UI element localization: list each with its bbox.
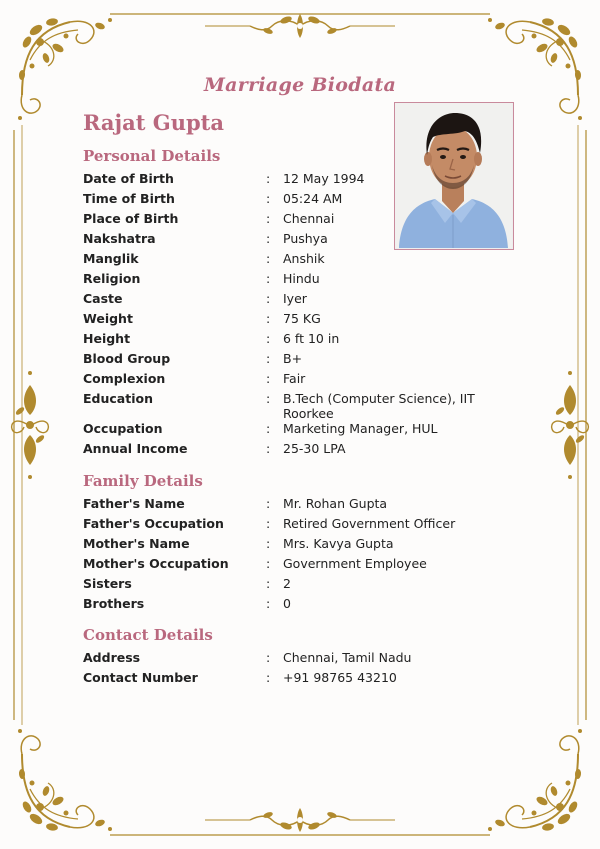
detail-value: Anshik xyxy=(283,251,325,266)
detail-label: Date of Birth xyxy=(83,171,174,186)
detail-value: 2 xyxy=(283,576,291,591)
detail-label: Occupation xyxy=(83,421,163,436)
detail-label: Place of Birth xyxy=(83,211,179,226)
detail-value: 25-30 LPA xyxy=(283,441,346,456)
detail-value: 75 KG xyxy=(283,311,321,326)
separator-colon: : xyxy=(266,516,271,531)
separator-colon: : xyxy=(266,271,271,286)
detail-label: Nakshatra xyxy=(83,231,156,246)
detail-label: Sisters xyxy=(83,576,132,591)
detail-label: Mother's Name xyxy=(83,536,190,551)
separator-colon: : xyxy=(266,291,271,306)
separator-colon: : xyxy=(266,421,271,436)
detail-label: Manglik xyxy=(83,251,139,266)
separator-colon: : xyxy=(266,391,271,406)
separator-colon: : xyxy=(266,231,271,246)
detail-label: Caste xyxy=(83,291,123,306)
separator-colon: : xyxy=(266,211,271,226)
detail-label: Father's Name xyxy=(83,496,185,511)
separator-colon: : xyxy=(266,191,271,206)
separator-colon: : xyxy=(266,171,271,186)
separator-colon: : xyxy=(266,536,271,551)
detail-value: 0 xyxy=(283,596,291,611)
detail-label: Education xyxy=(83,391,153,406)
separator-colon: : xyxy=(266,311,271,326)
detail-label: Address xyxy=(83,650,141,665)
separator-colon: : xyxy=(266,351,271,366)
separator-colon: : xyxy=(266,576,271,591)
detail-label: Brothers xyxy=(83,596,145,611)
detail-value: Marketing Manager, HUL xyxy=(283,421,438,436)
separator-colon: : xyxy=(266,331,271,346)
separator-colon: : xyxy=(266,596,271,611)
detail-label: Time of Birth xyxy=(83,191,175,206)
detail-value: Hindu xyxy=(283,271,320,286)
detail-value: 6 ft 10 in xyxy=(283,331,340,346)
separator-colon: : xyxy=(266,251,271,266)
detail-value: B.Tech (Computer Science), IIT Roorkee xyxy=(283,391,475,421)
detail-label: Annual Income xyxy=(83,441,188,456)
detail-value: B+ xyxy=(283,351,303,366)
separator-colon: : xyxy=(266,496,271,511)
section-heading: Family Details xyxy=(83,472,203,490)
detail-value: Iyer xyxy=(283,291,307,306)
detail-value: Chennai, Tamil Nadu xyxy=(283,650,412,665)
detail-label: Blood Group xyxy=(83,351,171,366)
candidate-name: Rajat Gupta xyxy=(83,110,224,135)
separator-colon: : xyxy=(266,371,271,386)
separator-colon: : xyxy=(266,650,271,665)
detail-value: Mr. Rohan Gupta xyxy=(283,496,388,511)
detail-value: Fair xyxy=(283,371,306,386)
separator-colon: : xyxy=(266,556,271,571)
detail-label: Contact Number xyxy=(83,670,198,685)
detail-value: Mrs. Kavya Gupta xyxy=(283,536,394,551)
detail-value: 12 May 1994 xyxy=(283,171,365,186)
detail-label: Mother's Occupation xyxy=(83,556,229,571)
separator-colon: : xyxy=(266,441,271,456)
detail-value: 05:24 AM xyxy=(283,191,343,206)
section-heading: Contact Details xyxy=(83,626,213,644)
detail-label: Religion xyxy=(83,271,141,286)
detail-value: +91 98765 43210 xyxy=(283,670,397,685)
detail-label: Height xyxy=(83,331,131,346)
separator-colon: : xyxy=(266,670,271,685)
detail-value: Chennai xyxy=(283,211,335,226)
detail-value: Pushya xyxy=(283,231,328,246)
section-heading: Personal Details xyxy=(83,147,221,165)
document-title: Marriage Biodata xyxy=(203,74,397,96)
detail-label: Weight xyxy=(83,311,133,326)
detail-value: Retired Government Officer xyxy=(283,516,456,531)
detail-label: Father's Occupation xyxy=(83,516,224,531)
detail-value: Government Employee xyxy=(283,556,427,571)
detail-label: Complexion xyxy=(83,371,166,386)
